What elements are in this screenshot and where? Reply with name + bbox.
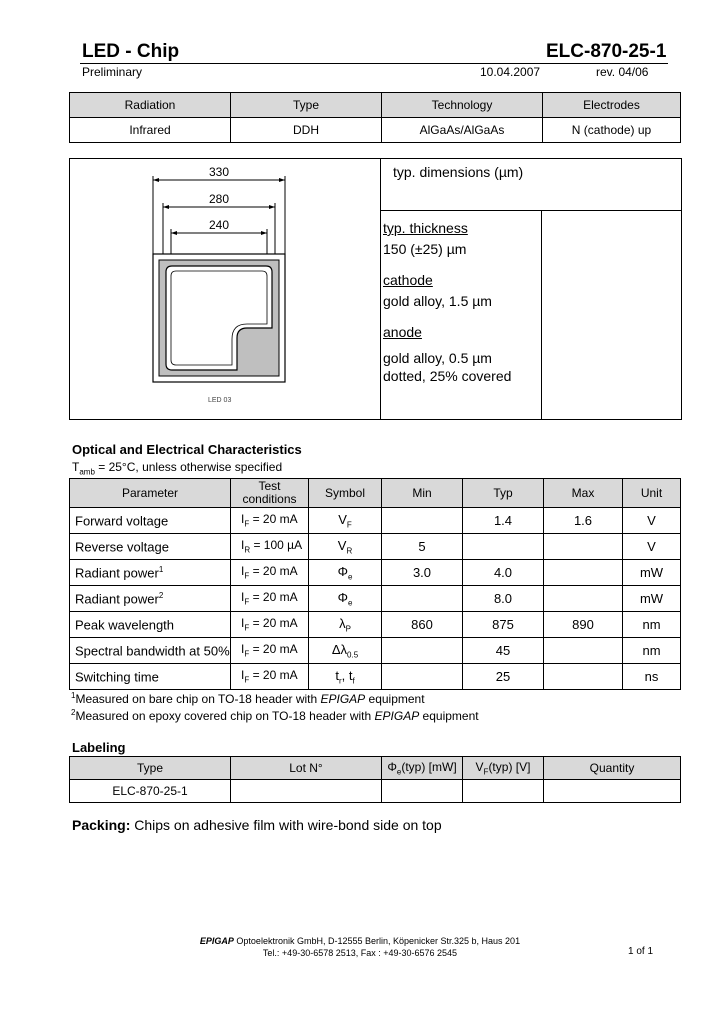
unit-cell: nm <box>623 638 681 664</box>
header-electrodes: Electrodes <box>543 93 681 118</box>
min-cell: 3.0 <box>382 560 463 586</box>
min-cell <box>382 586 463 612</box>
symbol-cell: $\Phi_e$ <box>309 586 382 612</box>
condition-cell: $I_F = 20$ mA <box>231 508 309 534</box>
packing-note: Packing: Chips on adhesive film with wire-bond side on top <box>72 817 442 833</box>
typ-cell: 4.0 <box>463 560 544 586</box>
min-cell: 5 <box>382 534 463 560</box>
max-cell <box>544 586 623 612</box>
condition-cell: $I_F = 20$ mA <box>231 612 309 638</box>
box-divider <box>380 158 381 419</box>
symbol-cell: $V_R$ <box>309 534 382 560</box>
thickness-value: 150 (±25) µm <box>383 241 467 257</box>
typ-cell: 875 <box>463 612 544 638</box>
dim-240-label: 240 <box>208 218 230 232</box>
label-header-quantity: Quantity <box>544 757 681 780</box>
header-unit: Unit <box>623 479 681 508</box>
unit-cell: mW <box>623 586 681 612</box>
conditions-note: $T_{amb} = 25^\circ C$, unless otherwise specified <box>72 460 283 477</box>
table-row <box>70 560 681 586</box>
cathode-value: gold alloy, 1.5 µm <box>383 293 492 309</box>
condition-cell: $I_F = 20$ mA <box>231 638 309 664</box>
page-number: 1 of 1 <box>628 946 654 957</box>
typ-cell: 8.0 <box>463 586 544 612</box>
thickness-label: typ. thickness <box>383 220 468 236</box>
param-cell: Peak wavelength <box>70 612 231 638</box>
characteristics-heading: Optical and Electrical Characteristics <box>72 442 302 457</box>
header-typ: Typ <box>463 479 544 508</box>
dim-280-label: 280 <box>208 192 230 206</box>
page-title: LED - Chip <box>82 41 180 62</box>
label-cell-lot <box>231 780 382 803</box>
box-divider-2 <box>541 210 542 419</box>
revision-text: rev. 04/06 <box>596 65 649 79</box>
table-row <box>70 638 681 664</box>
header-type: Type <box>231 93 382 118</box>
max-cell: 890 <box>544 612 623 638</box>
min-cell <box>382 508 463 534</box>
label-header-lot: Lot N° <box>231 757 382 780</box>
symbol-cell: $\lambda_P$ <box>309 612 382 638</box>
min-cell: 860 <box>382 612 463 638</box>
cell-technology: AlGaAs/AlGaAs <box>382 118 543 143</box>
condition-cell: $I_F = 20$ mA <box>231 664 309 690</box>
table-row <box>70 586 681 612</box>
max-cell <box>544 664 623 690</box>
typ-cell: 25 <box>463 664 544 690</box>
max-cell <box>544 560 623 586</box>
anode-value-1: gold alloy, 0.5 µm <box>383 350 492 366</box>
part-number: ELC-870-25-1 <box>546 41 667 62</box>
footnote-2: $^2$Measured on epoxy covered chip on TO-18 header with EPIGAP equipment <box>71 708 479 723</box>
header-max: Max <box>544 479 623 508</box>
table-row <box>70 508 681 534</box>
header-radiation: Radiation <box>70 93 231 118</box>
min-cell <box>382 664 463 690</box>
max-cell <box>544 638 623 664</box>
labeling-heading: Labeling <box>72 740 126 755</box>
typ-cell <box>463 534 544 560</box>
unit-cell: V <box>623 534 681 560</box>
unit-cell: ns <box>623 664 681 690</box>
anode-label: anode <box>383 324 422 340</box>
status-text: Preliminary <box>82 65 143 79</box>
label-header-vf: $V_F(typ)$ [V] <box>463 757 544 780</box>
param-cell: Forward voltage <box>70 508 231 534</box>
label-cell-type: ELC-870-25-1 <box>70 780 231 803</box>
table-row <box>70 534 681 560</box>
cell-radiation: Infrared <box>70 118 231 143</box>
header-symbol: Symbol <box>309 479 382 508</box>
date-text: 10.04.2007 <box>480 65 541 79</box>
unit-cell: V <box>623 508 681 534</box>
condition-cell: $I_F = 20$ mA <box>231 586 309 612</box>
symbol-cell: $t_r$, $t_f$ <box>309 664 382 690</box>
cathode-label: cathode <box>383 272 433 288</box>
overview-table <box>69 92 681 143</box>
typ-cell: 1.4 <box>463 508 544 534</box>
condition-cell: $I_R = 100$ µA <box>231 534 309 560</box>
cell-electrodes: N (cathode) up <box>543 118 681 143</box>
header-parameter: Parameter <box>70 479 231 508</box>
label-header-phi: $\Phi_e(typ)$ [mW] <box>382 757 463 780</box>
table-row <box>70 664 681 690</box>
footer-contact: Tel.: +49-30-6578 2513, Fax : +49-30-6576 2545 <box>262 948 458 958</box>
label-header-type: Type <box>70 757 231 780</box>
unit-cell: mW <box>623 560 681 586</box>
symbol-cell: $V_F$ <box>309 508 382 534</box>
header-test-conditions: Test conditions <box>231 479 309 508</box>
anode-value-2: dotted, 25% covered <box>383 368 512 384</box>
param-cell: Switching time <box>70 664 231 690</box>
max-cell <box>544 534 623 560</box>
param-cell: Reverse voltage <box>70 534 231 560</box>
min-cell <box>382 638 463 664</box>
characteristics-table <box>69 478 681 690</box>
max-cell: 1.6 <box>544 508 623 534</box>
unit-cell: nm <box>623 612 681 638</box>
footnote-1: $^1$Measured on bare chip on TO-18 header with EPIGAP equipment <box>71 691 425 706</box>
symbol-cell: $\Phi_e$ <box>309 560 382 586</box>
symbol-cell: $\Delta\lambda_{0.5}$ <box>309 638 382 664</box>
labeling-table <box>69 756 681 803</box>
header-rule <box>80 63 668 64</box>
label-cell-vf <box>463 780 544 803</box>
box-row-divider <box>380 210 681 211</box>
param-cell: Spectral bandwidth at 50% <box>70 638 231 664</box>
table-row <box>70 612 681 638</box>
header-min: Min <box>382 479 463 508</box>
typ-cell: 45 <box>463 638 544 664</box>
label-cell-phi <box>382 780 463 803</box>
param-cell: Radiant power$^2$ <box>70 586 231 612</box>
dim-330-label: 330 <box>208 165 230 179</box>
dimensions-heading: typ. dimensions (µm) <box>393 164 524 180</box>
label-cell-quantity <box>544 780 681 803</box>
cell-type: DDH <box>231 118 382 143</box>
header-technology: Technology <box>382 93 543 118</box>
condition-cell: $I_F = 20$ mA <box>231 560 309 586</box>
drawing-label: LED 03 <box>208 397 232 404</box>
footer-address: EPIGAP Optoelektronik GmbH, D-12555 Berlin, Köpenicker Str.325 b, Haus 201 <box>199 936 521 946</box>
param-cell: Radiant power$^1$ <box>70 560 231 586</box>
